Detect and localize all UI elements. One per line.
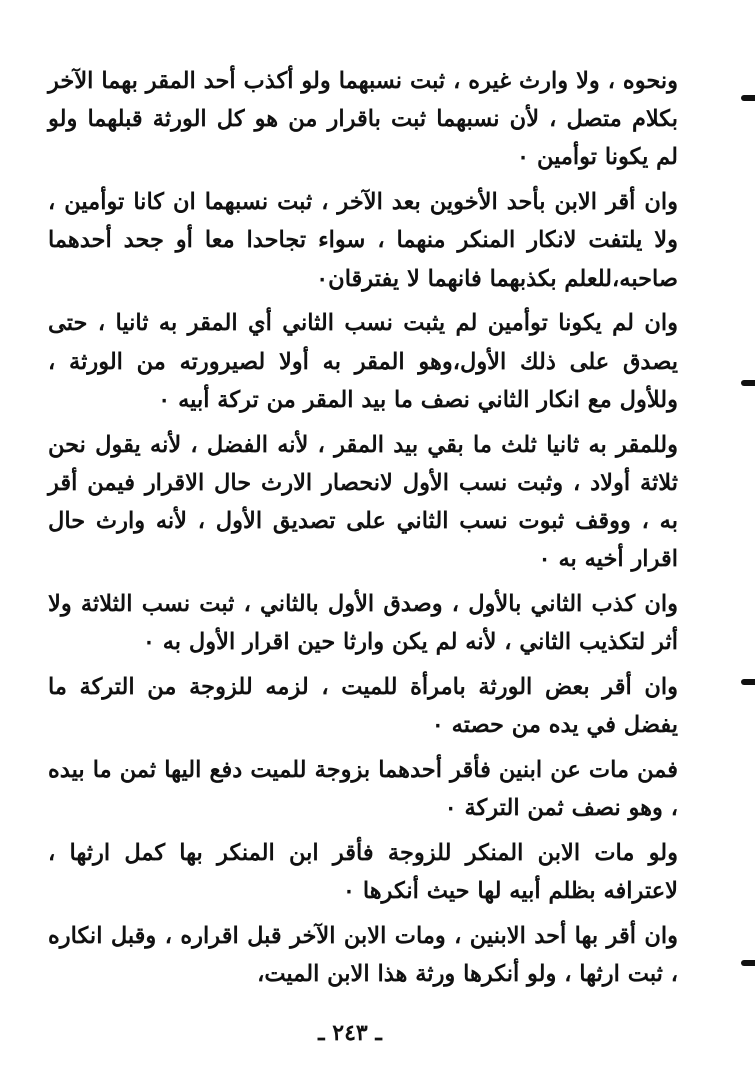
margin-binding-mark (741, 380, 755, 386)
margin-binding-mark (741, 960, 755, 966)
page-number: ـ ٢٤٣ ـ (318, 1020, 382, 1046)
paragraph-5: وان كذب الثاني بالأول ، وصدق الأول بالثاني ، ثبت نسب الثلاثة ولا أثر لتكذيب الثاني ، لأنه لم يكن وارثا حين اقرار الأول به ٠ (48, 591, 678, 656)
paragraph-9: وان أقر بها أحد الابنين ، ومات الابن الآخر قبل اقراره ، وقبل انكاره ، ثبت ارثها ، ولو أنكرها ورثة هذا الابن الميت، (48, 923, 678, 988)
paragraph-1: ونحوه ، ولا وارث غيره ، ثبت نسبهما ولو أكذب أحد المقر بهما الآخر بكلام متصل ، لأن نسبهما ثبت باقرار من هو كل الورثة قبلهما ولو لم يكونا توأمين ٠ (48, 68, 678, 171)
paragraph-8: ولو مات الابن المنكر للزوجة فأقر ابن المنكر بها كمل ارثها ، لاعترافه بظلم أبيه لها حيث أنكرها ٠ (48, 840, 678, 905)
paragraph-6: وان أقر بعض الورثة بامرأة للميت ، لزمه للزوجة من التركة ما يفضل في يده من حصته ٠ (48, 674, 678, 739)
page-body-text (48, 62, 678, 1000)
paragraph-2: وان أقر الابن بأحد الأخوين بعد الآخر ، ثبت نسبهما ان كانا توأمين ، ولا يلتفت لانكار المنكر منهما ، سواء تجاحدا معا أو جحد أحدهما صاحبه،للعلم بكذبهما فانهما لا يفترقان٠ (48, 189, 678, 292)
paragraph-7: فمن مات عن ابنين فأقر أحدهما بزوجة للميت دفع اليها ثمن ما بيده ، وهو نصف ثمن التركة ٠ (48, 757, 678, 822)
margin-binding-mark (741, 679, 755, 685)
paragraph-3: وان لم يكونا توأمين لم يثبت نسب الثاني أي المقر به ثانيا ، حتى يصدق على ذلك الأول،وهو المقر به أولا لصيرورته من الورثة ، وللأول مع انكار الثاني نصف ما بيد المقر من تركة أبيه ٠ (48, 310, 678, 413)
paragraph-4: وللمقر به ثانيا ثلث ما بقي بيد المقر ، لأنه الفضل ، لأنه يقول نحن ثلاثة أولاد ، وثبت نسب الأول لانحصار الارث حال الاقرار فيمن أقر به ، ووقف ثبوت نسب الثاني على تصديق الأول ، لأنه وارث حال اقرار أخيه به ٠ (48, 431, 678, 573)
margin-binding-mark (741, 95, 755, 101)
